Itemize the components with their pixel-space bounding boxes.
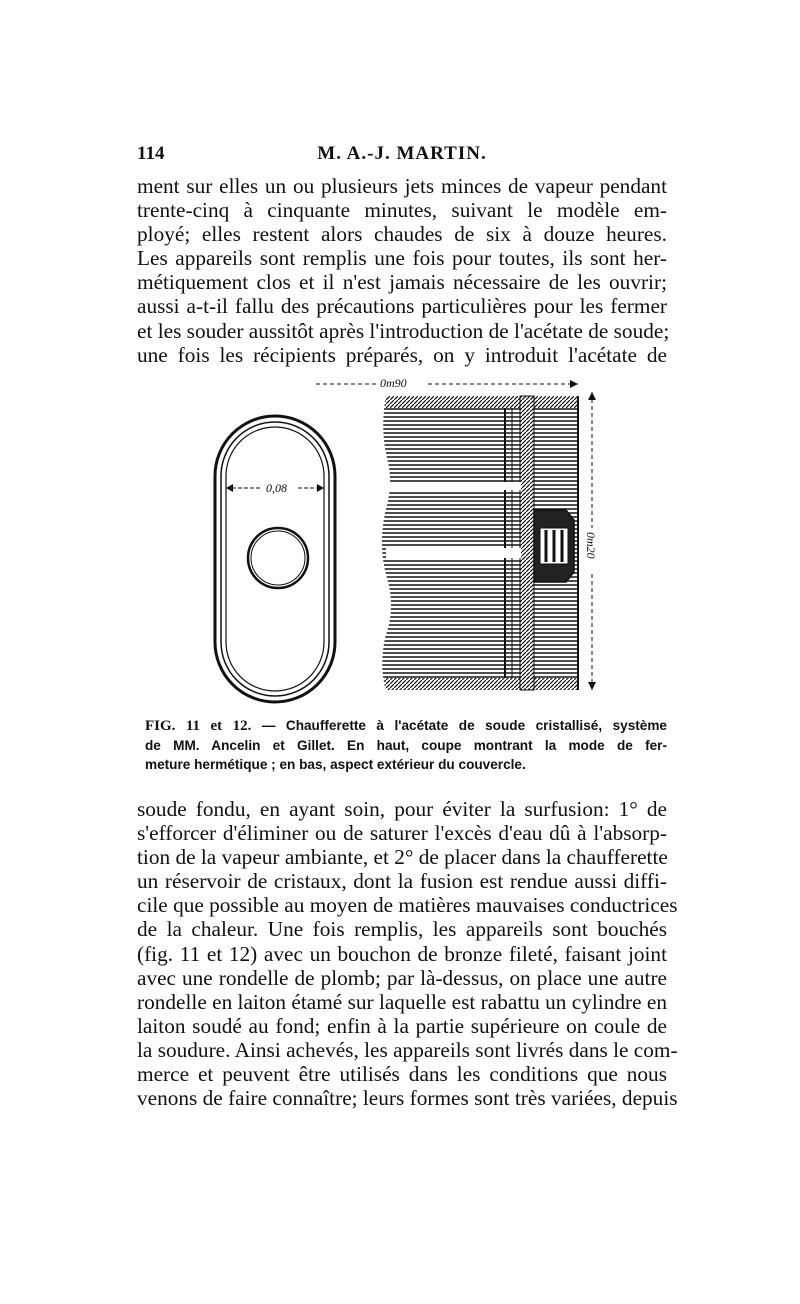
caption-line: de MM. Ancelin et Gillet. En haut, coupe montrant la mode de fer- xyxy=(145,738,667,753)
page-header xyxy=(137,143,667,169)
paragraph-bottom xyxy=(137,797,678,1111)
text-line: une fois les récipients préparés, on y introduit l'acétate de xyxy=(137,342,667,367)
text-line: Les appareils sont remplis une fois pour toutes, ils sont her- xyxy=(137,246,667,271)
text-line: laiton soudé au fond; enfin à la partie supérieure on coule de xyxy=(137,1013,667,1038)
height-dimension-label: 0m20 xyxy=(584,532,598,559)
text-line: et les souder aussitôt après l'introduction de l'acétate de soude; xyxy=(137,318,670,343)
inner-dimension-label: 0,08 xyxy=(266,481,287,495)
text-line: soude fondu, en ayant soin, pour éviter la surfusion: 1° de xyxy=(137,797,667,821)
text-line: cile que possible au moyen de matières mauvaises conductrices xyxy=(137,893,678,918)
text-line: avec une rondelle de plomb; par là-dessus, on place une autre xyxy=(137,965,667,990)
page-number: 114 xyxy=(137,143,165,164)
paragraph-top xyxy=(137,174,670,367)
figure-heater xyxy=(190,368,610,706)
text-line: venons de faire connaître; leurs formes sont très variées, depuis xyxy=(137,1086,678,1111)
lid-outline xyxy=(215,416,335,702)
text-line: (fig. 11 et 12) avec un bouchon de bronze fileté, faisant joint xyxy=(137,941,667,966)
text-line: ployé; elles restent alors chaudes de six à douze heures. xyxy=(137,222,667,247)
section-view xyxy=(316,374,600,690)
text-line: métiquement clos et il n'est jamais nécessaire de les ouvrir; xyxy=(137,270,667,295)
caption-line: — Chaufferette à l'acétate de soude cristallisé, système xyxy=(261,718,667,733)
text-line: trente-cinq à cinquante minutes, suivant le modèle em- xyxy=(137,198,667,223)
figure-caption xyxy=(145,716,667,774)
text-line: rondelle en laiton étamé sur laquelle est rabattu un cylindre en xyxy=(137,989,667,1014)
running-title: M. A.-J. MARTIN. xyxy=(317,143,487,164)
text-line: merce et peuvent être utilisés dans les conditions que nous xyxy=(137,1062,667,1087)
text-line: s'efforcer d'éliminer ou de saturer l'excès d'eau dû à l'absorp- xyxy=(137,821,667,846)
figure-drawing xyxy=(190,368,610,706)
caption-figure-label: FIG. 11 et 12. xyxy=(145,718,252,734)
text-line: tion de la vapeur ambiante, et 2° de placer dans la chaufferette xyxy=(137,845,668,870)
text-line: aussi a-t-il fallu des précautions particulières pour les fermer xyxy=(137,294,667,319)
caption-line: meture hermétique ; en bas, aspect extérieur du couvercle. xyxy=(145,757,526,772)
text-line: un réservoir de cristaux, dont la fusion est rendue aussi diffi- xyxy=(137,869,667,894)
text-line: de la chaleur. Une fois remplis, les appareils sont bouchés xyxy=(137,917,667,942)
text-line: la soudure. Ainsi achevés, les appareils sont livrés dans le com- xyxy=(137,1037,678,1062)
width-dimension-label: 0m90 xyxy=(380,376,407,390)
text-line: ment sur elles un ou plusieurs jets minces de vapeur pendant xyxy=(137,174,667,198)
